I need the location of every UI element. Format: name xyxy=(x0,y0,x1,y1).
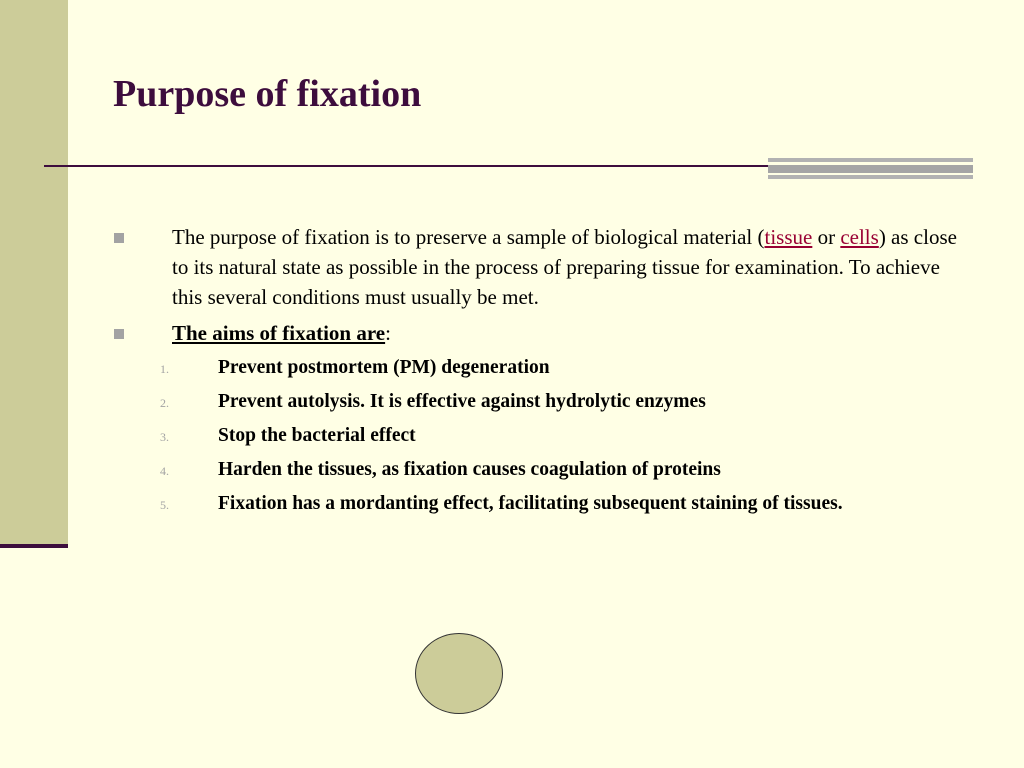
aims-list xyxy=(112,353,962,518)
list-number: 1. xyxy=(160,362,169,376)
list-item xyxy=(112,421,938,450)
square-bullet-icon xyxy=(114,233,124,243)
list-number: 4. xyxy=(160,464,169,478)
list-number: 2. xyxy=(160,396,169,410)
list-item-text: Stop the bacterial effect xyxy=(218,425,416,446)
list-number: 3. xyxy=(160,430,169,444)
square-bullet-icon xyxy=(114,329,124,339)
list-item-text: Harden the tissues, as fixation causes coagulation of proteins xyxy=(218,459,721,480)
list-item xyxy=(112,387,938,416)
left-decorative-rule xyxy=(0,544,68,548)
left-decorative-band xyxy=(0,0,68,544)
list-item-text: Prevent autolysis. It is effective against hydrolytic enzymes xyxy=(218,391,706,412)
list-item-text: Prevent postmortem (PM) degeneration xyxy=(218,357,550,378)
slide-title: Purpose of fixation xyxy=(113,73,422,115)
slide-body xyxy=(112,222,962,518)
aims-heading: The aims of fixation are xyxy=(172,321,386,345)
decorative-oval xyxy=(415,633,503,714)
bullet-text: The purpose of fixation is to preserve a sample of biological material ( xyxy=(172,225,765,249)
list-item xyxy=(112,455,938,484)
list-item xyxy=(112,489,938,518)
tissue-link[interactable]: tissue xyxy=(764,225,813,249)
bullet-text: ) as close to its natural state as possible in the process of preparing tissue for examination. To achieve this several conditions must usually be met. xyxy=(172,225,957,309)
bullet-purpose xyxy=(112,222,962,312)
list-number: 5. xyxy=(160,498,169,512)
list-item xyxy=(112,353,938,382)
cells-link[interactable]: cells xyxy=(840,225,879,249)
list-item-text: Fixation has a mordanting effect, facilitating subsequent staining of tissues. xyxy=(218,493,843,514)
title-accent-bar xyxy=(768,158,973,179)
bullet-text: or xyxy=(812,225,841,249)
bullet-aims xyxy=(112,318,962,348)
aims-heading-colon: : xyxy=(385,321,391,345)
